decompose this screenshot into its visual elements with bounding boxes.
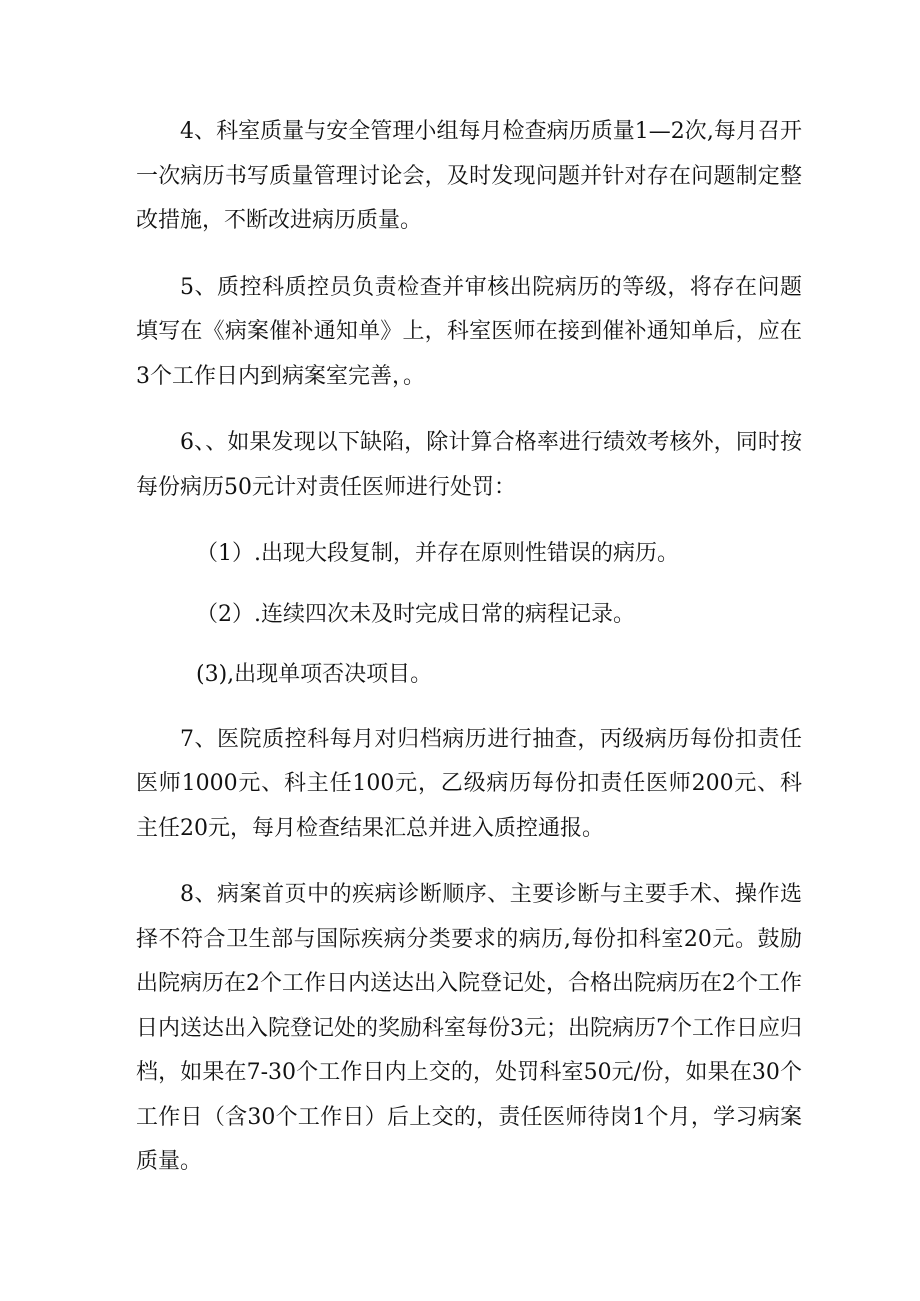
paragraph-item-7: 7、医院质控科每月对归档病历进行抽查，丙级病历每份扣责任医师1000元、科主任100元，乙级病历每份扣责任医师200元、科主任20元，每月检查结果汇总并进入质控通报。 bbox=[136, 726, 802, 841]
paragraph-item-4: 4、科室质量与安全管理小组每月检查病历质量1—2次,每月召开一次病历书写质量管理讨论会，及时发现问题并针对存在问题制定整改措施，不断改进病历质量。 bbox=[136, 119, 802, 233]
sub-item-1: （1）.出现大段复制，并存在原则性错误的病历。 bbox=[196, 541, 679, 566]
sub-item-2: （2）.连续四次未及时完成日常的病程记录。 bbox=[196, 601, 635, 627]
paragraph-item-6: 6、、如果发现以下缺陷，除计算合格率进行绩效考核外，同时按每份病历50元计对责任医师进行处罚： bbox=[136, 430, 802, 500]
sub-item-3: (3),出现单项否决项目。 bbox=[196, 662, 433, 687]
paragraph-item-5: 5、质控科质控员负责检查并审核出院病历的等级，将存在问题填写在《病案催补通知单》上，科室医师在接到催补通知单后，应在3个工作日内到病案室完善，。 bbox=[136, 274, 802, 389]
paragraph-item-8: 8、病案首页中的疾病诊断顺序、主要诊断与主要手术、操作选择不符合卫生部与国际疾病分类要求的病历,每份扣科室20元。鼓励出院病历在2个工作日内送达出入院登记处，合格出院病历在2个工作日内送达出入院登记处的奖励科室每份3元；出院病历7个工作日应归档，如果在7-30个工作日内上交的，处罚科室50元/份，如果在30个工作日（含30个工作日）后上交的，责任医师待岗1个月，学习病案质量。 bbox=[136, 882, 802, 1174]
